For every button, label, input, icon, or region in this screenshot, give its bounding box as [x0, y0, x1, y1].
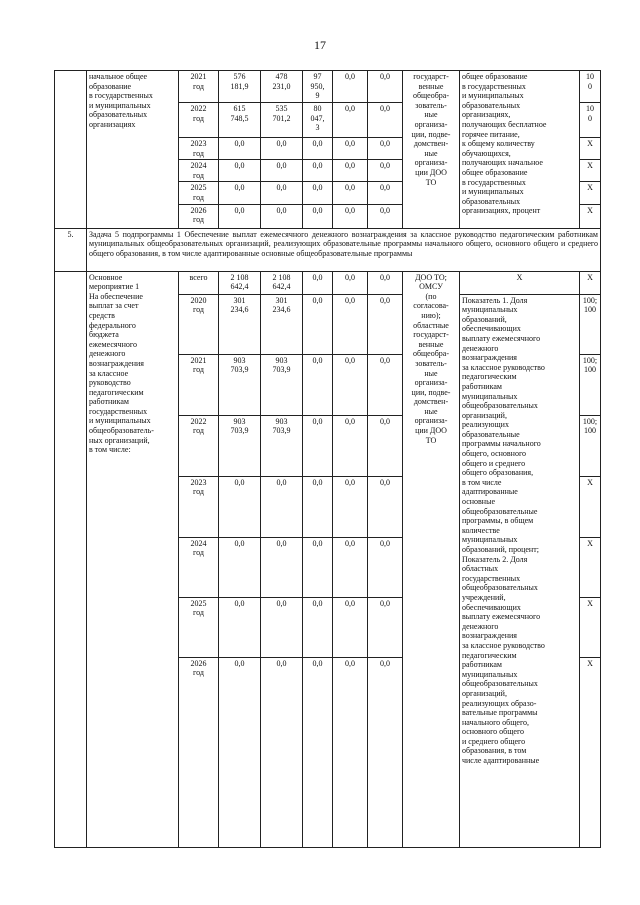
- cell-fed: 2 108 642,4: [261, 271, 303, 294]
- cell-year: 2021 год: [179, 354, 219, 415]
- cell-mun: 0,0: [333, 415, 368, 476]
- cell-fed: 903 703,9: [261, 415, 303, 476]
- cell-total: 0,0: [219, 138, 261, 160]
- indicator-cell: Показатель 1. Доля муниципальных образований, обеспечивающих выплату ежемесячного денежного вознаграждения за классное руководство педагогическим работникам муниципальных общеобразовательных организаций, реализующих образовательные программы начального общего, основного общего и среднего общего образования, в том числе адаптированные основные общеобразовательные программы, в общем количестве муниципальных образований, процент; Показатель 2. Доля областных государственных общеобразовательных учреждений, обеспечивающих выплату ежемесячного денежного вознаграждения за классное руководство педагогическим работникам муниципальных общеобразовательных организаций, реализующих образо- вательные программы начального общего, основного общего и среднего общего образования, в том числе адаптированные: [460, 294, 580, 847]
- cell-mun: 0,0: [333, 103, 368, 138]
- cell-other: 0,0: [368, 204, 403, 228]
- cell-total: 0,0: [219, 204, 261, 228]
- cell-other: 0,0: [368, 71, 403, 103]
- cell-mun: 0,0: [333, 354, 368, 415]
- cell-reg: 0,0: [303, 182, 333, 204]
- cell-mun: 0,0: [333, 537, 368, 597]
- cell-year: 2026 год: [179, 204, 219, 228]
- cell-other: 0,0: [368, 103, 403, 138]
- cell-other: 0,0: [368, 138, 403, 160]
- cell-reg: 0,0: [303, 537, 333, 597]
- cell-fed: 0,0: [261, 597, 303, 657]
- cell-value: 100; 100: [580, 294, 601, 354]
- cell-value: X: [580, 476, 601, 537]
- cell-value: X: [580, 138, 601, 160]
- cell-total: 903 703,9: [219, 415, 261, 476]
- indicator-cell: общее образование в государственных и муниципальных образовательных организациях, получающих бесплатное горячее питание, к общему количеству обучающихся, получающих начальное общее образование в государственных и муниципальных образовательных организациях, процент: [460, 71, 580, 229]
- cell-year: 2026 год: [179, 657, 219, 847]
- cell-other: 0,0: [368, 476, 403, 537]
- cell-year: 2023 год: [179, 138, 219, 160]
- total-row: [55, 271, 601, 294]
- program-table: [54, 70, 601, 848]
- cell-fed: 0,0: [261, 537, 303, 597]
- cell-value: 100; 100: [580, 354, 601, 415]
- cell-other: 0,0: [368, 657, 403, 847]
- task-number: 5.: [55, 228, 87, 271]
- cell-year: 2025 год: [179, 597, 219, 657]
- cell-other: 0,0: [368, 597, 403, 657]
- cell-year: 2022 год: [179, 103, 219, 138]
- cell-total: 2 108 642,4: [219, 271, 261, 294]
- block-2: [55, 271, 601, 847]
- row-number-cell: [55, 271, 87, 847]
- cell-mun: 0,0: [333, 138, 368, 160]
- cell-reg: 97 950, 9: [303, 71, 333, 103]
- cell-total: 576 181,9: [219, 71, 261, 103]
- cell-other: 0,0: [368, 160, 403, 182]
- cell-total: 0,0: [219, 182, 261, 204]
- cell-mun: 0,0: [333, 597, 368, 657]
- cell-mun: 0,0: [333, 71, 368, 103]
- cell-fed: 478 231,0: [261, 71, 303, 103]
- cell-fed: 0,0: [261, 476, 303, 537]
- cell-mun: 0,0: [333, 204, 368, 228]
- cell-value: 10 0: [580, 103, 601, 138]
- cell-year: всего: [179, 271, 219, 294]
- cell-total: 903 703,9: [219, 354, 261, 415]
- cell-reg: 0,0: [303, 415, 333, 476]
- measure-cell: Основное мероприятие 1 На обеспечение выплат за счет средств федерального бюджета ежемесячного денежного вознаграждения за классное руководство педагогическим работникам государственных и муниципальных общеобразователь- ных организаций, в том числе:: [87, 271, 179, 847]
- cell-fed: 0,0: [261, 657, 303, 847]
- cell-value: X: [580, 160, 601, 182]
- cell-year: 2024 год: [179, 537, 219, 597]
- cell-reg: 0,0: [303, 476, 333, 537]
- cell-indicator: X: [460, 271, 580, 294]
- cell-year: 2023 год: [179, 476, 219, 537]
- cell-other: 0,0: [368, 294, 403, 354]
- cell-value: X: [580, 271, 601, 294]
- cell-year: 2021 год: [179, 71, 219, 103]
- cell-mun: 0,0: [333, 271, 368, 294]
- cell-total: 0,0: [219, 160, 261, 182]
- cell-mun: 0,0: [333, 160, 368, 182]
- cell-fed: 0,0: [261, 182, 303, 204]
- cell-total: 0,0: [219, 476, 261, 537]
- cell-value: X: [580, 204, 601, 228]
- cell-value: X: [580, 182, 601, 204]
- cell-reg: 0,0: [303, 271, 333, 294]
- cell-value: 10 0: [580, 71, 601, 103]
- cell-mun: 0,0: [333, 476, 368, 537]
- cell-total: 615 748,5: [219, 103, 261, 138]
- cell-year: 2020 год: [179, 294, 219, 354]
- cell-reg: 0,0: [303, 160, 333, 182]
- cell-fed: 535 701,2: [261, 103, 303, 138]
- cell-mun: 0,0: [333, 182, 368, 204]
- cell-value: X: [580, 657, 601, 847]
- cell-total: 0,0: [219, 537, 261, 597]
- cell-other: 0,0: [368, 415, 403, 476]
- cell-reg: 0,0: [303, 138, 333, 160]
- page-number: 17: [314, 38, 326, 52]
- cell-reg: 0,0: [303, 597, 333, 657]
- cell-year: 2022 год: [179, 415, 219, 476]
- cell-reg: 80 047, 3: [303, 103, 333, 138]
- cell-value: X: [580, 597, 601, 657]
- task-5: [55, 228, 601, 271]
- cell-year: 2025 год: [179, 182, 219, 204]
- measure-cell: начальное общее образование в государственных и муниципальных образовательных организациях: [87, 71, 179, 229]
- cell-mun: 0,0: [333, 294, 368, 354]
- executor-cell: государст- венные общеобра- зователь- ные организа- ции, подве- домствен- ные организа- ции ДОО ТО: [403, 71, 460, 229]
- task-title: Задача 5 подпрограммы 1 Обеспечение выплат ежемесячного денежного вознаграждения за классное руководство педагогическим работникам муниципальных общеобразовательных организаций, реализующих образовательные программы начального общего, основного общего и среднего общего образования, в том числе адаптированные основные общеобразовательные программы: [87, 228, 601, 271]
- cell-other: 0,0: [368, 354, 403, 415]
- cell-total: 0,0: [219, 657, 261, 847]
- cell-reg: 0,0: [303, 294, 333, 354]
- cell-total: 0,0: [219, 597, 261, 657]
- cell-reg: 0,0: [303, 354, 333, 415]
- cell-fed: 903 703,9: [261, 354, 303, 415]
- cell-reg: 0,0: [303, 204, 333, 228]
- cell-value: 100; 100: [580, 415, 601, 476]
- cell-value: X: [580, 537, 601, 597]
- executor-cell: ДОО ТО; ОМСУ (по согласова- нию); областные государст- венные общеобра- зователь- ные организа- ции, подве- домствен- ные организа- ции ДОО ТО: [403, 271, 460, 847]
- cell-reg: 0,0: [303, 657, 333, 847]
- cell-total: 301 234,6: [219, 294, 261, 354]
- cell-year: 2024 год: [179, 160, 219, 182]
- table-row: [55, 71, 601, 103]
- row-number-cell: [55, 71, 87, 229]
- task-row: [55, 228, 601, 271]
- cell-other: 0,0: [368, 271, 403, 294]
- cell-other: 0,0: [368, 537, 403, 597]
- cell-other: 0,0: [368, 182, 403, 204]
- cell-fed: 0,0: [261, 138, 303, 160]
- block-1: [55, 71, 601, 229]
- cell-mun: 0,0: [333, 657, 368, 847]
- cell-fed: 0,0: [261, 204, 303, 228]
- cell-fed: 0,0: [261, 160, 303, 182]
- cell-fed: 301 234,6: [261, 294, 303, 354]
